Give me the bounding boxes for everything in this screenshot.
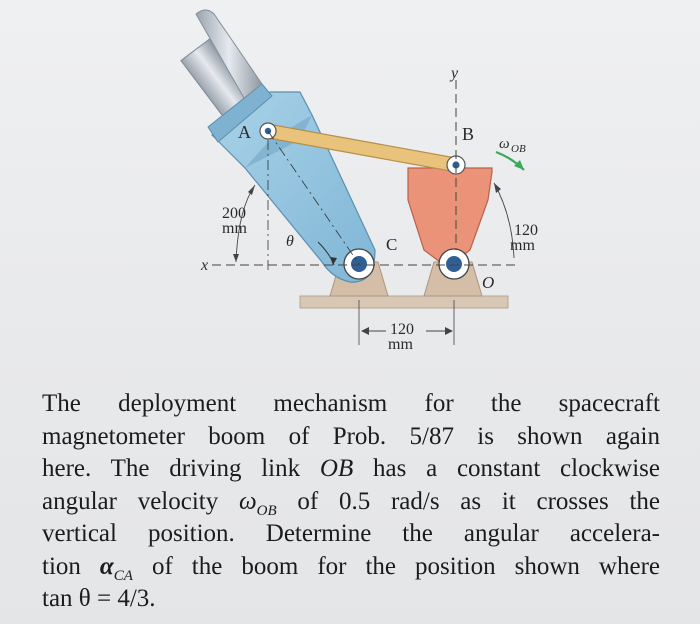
dim-120-right-arrow bbox=[494, 183, 501, 193]
dim-200-value: 200 bbox=[222, 205, 246, 222]
problem-line-4-rest: of 0.5 rad/s as it crosses the bbox=[297, 487, 660, 515]
label-omega: ω bbox=[499, 136, 510, 152]
dim-200-arrow-bottom bbox=[233, 254, 239, 262]
dim-200-arrow-top bbox=[248, 185, 255, 195]
problem-line-4 bbox=[42, 486, 660, 519]
link-ob bbox=[408, 168, 492, 262]
problem-line-1: The deployment mechanism for the spacecraft bbox=[42, 390, 660, 417]
problem-line-6-text: tion bbox=[42, 552, 100, 580]
dim-200-unit: mm bbox=[222, 220, 247, 237]
problem-line-3-rest: has a constant clockwise bbox=[373, 455, 661, 482]
problem-line-4-text: angular velocity bbox=[42, 487, 239, 515]
pin-o bbox=[439, 249, 469, 279]
dim-120-right-unit: mm bbox=[510, 237, 535, 254]
label-a: A bbox=[238, 122, 251, 142]
problem-line-3 bbox=[42, 453, 660, 486]
problem-line-7: tan θ = 4/3. bbox=[42, 585, 156, 612]
problem-line-6-rest: of the boom for the position shown where bbox=[151, 552, 660, 580]
problem-line-5: vertical position. Determine the angular accelera- bbox=[42, 520, 660, 547]
label-o: O bbox=[482, 273, 495, 292]
label-b: B bbox=[462, 124, 475, 144]
problem-statement bbox=[42, 388, 660, 616]
label-x: x bbox=[201, 257, 209, 274]
ground-base bbox=[300, 296, 508, 308]
problem-line-6 bbox=[42, 551, 660, 584]
dim-120-bottom-arrow-l bbox=[361, 327, 369, 335]
symbol-omega-ob: $\omega_{OB}$ bbox=[238, 487, 277, 519]
dim-120-bottom-unit: mm bbox=[388, 336, 413, 353]
label-theta: θ bbox=[286, 233, 294, 250]
dim-120-bottom-arrow-r bbox=[445, 327, 453, 335]
dim-120-right-value: 120 bbox=[514, 222, 538, 239]
symbol-alpha-ca: $\alpha_{CA}$ bbox=[99, 552, 133, 584]
dim-120-bottom-value: 120 bbox=[390, 321, 414, 338]
problem-line-3-text: here. The driving link bbox=[42, 455, 320, 482]
label-omega-sub: OB bbox=[511, 143, 526, 155]
problem-line-2: magnetometer boom of Prob. 5/87 is shown again bbox=[42, 422, 660, 450]
symbol-ob: OB bbox=[319, 455, 354, 482]
label-c: C bbox=[386, 235, 398, 254]
label-y: y bbox=[451, 65, 459, 82]
